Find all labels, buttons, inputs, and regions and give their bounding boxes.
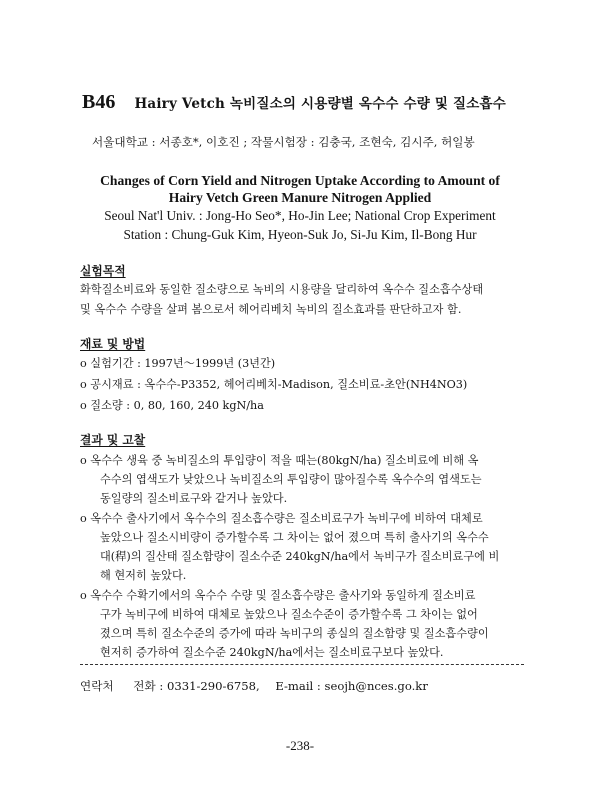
results-line: 수수의 엽색도가 낮았으나 녹비질소의 투입량이 많아질수록 옥수수의 엽색도는 xyxy=(100,473,482,486)
methods-line: o 실험기간 : 1997년～1999년 (3년간) xyxy=(80,357,276,370)
english-title-line-1: Changes of Corn Yield and Nitrogen Uptake According to Amount of xyxy=(100,173,500,188)
abstract-code: B46 xyxy=(82,91,116,113)
objective-line: 화학질소비료와 동일한 질소량으로 녹비의 시용량을 달리하여 옥수수 질소흡수상태 xyxy=(80,283,484,296)
title-row xyxy=(82,91,506,114)
affiliation-line-2: Station : Chung-Guk Kim, Hyeon-Suk Jo, Si-Ju Kim, Il-Bong Hur xyxy=(123,227,477,242)
methods-line: o 공시재료 : 옥수수-P3352, 헤어리베치-Madison, 질소비료-초안(NH4NO3) xyxy=(80,378,468,391)
english-title-line-2: Hairy Vetch Green Manure Nitrogen Applied xyxy=(168,190,432,205)
methods-line: o 질소량 : 0, 80, 160, 240 kgN/ha xyxy=(80,399,264,412)
results-line: o 옥수수 출사기에서 옥수수의 질소흡수량은 질소비료구가 녹비구에 비하여 대체로 xyxy=(80,512,483,525)
contact-label: 연락처 xyxy=(80,679,114,693)
results-line: o 옥수수 생육 중 녹비질소의 투입량이 적을 때는(80kgN/ha) 질소비료에 비해 옥 xyxy=(80,454,479,467)
results-line: 동일량의 질소비료구와 같거나 높았다. xyxy=(100,492,288,505)
abstract-title: Hairy Vetch 녹비질소의 시용량별 옥수수 수량 및 질소흡수 xyxy=(134,96,506,112)
objective-line: 및 옥수수 수량을 살펴 봄으로서 헤어리베치 녹비의 질소효과를 판단하고자 함. xyxy=(80,303,462,316)
objective-heading: 실험목적 xyxy=(80,264,126,278)
results-line: 높았으나 질소시비량이 증가할수록 그 차이는 없어 졌으며 특히 출사기의 옥수수 xyxy=(100,531,489,544)
authors-korean: 서울대학교 : 서종호*, 이호진 ; 작물시험장 : 김충국, 조현숙, 김시주, 허일봉 xyxy=(92,135,475,149)
results-heading: 결과 및 고찰 xyxy=(80,433,146,447)
contact-email[interactable]: E-mail : seojh@nces.go.kr xyxy=(275,679,428,693)
results-line: 해 현저히 높았다. xyxy=(100,569,187,582)
methods-heading: 재료 및 방법 xyxy=(80,337,146,351)
contact-line xyxy=(80,678,440,694)
page-number: -238- xyxy=(285,738,315,753)
results-line: 구가 녹비구에 비하여 대체로 높았으나 질소수준이 증가할수록 그 차이는 없어 xyxy=(100,608,478,621)
footer-divider xyxy=(80,664,524,665)
results-line: o 옥수수 수확기에서의 옥수수 수량 및 질소흡수량은 출사기와 동일하게 질소비료 xyxy=(80,589,476,602)
affiliation-line-1: Seoul Nat'l Univ. : Jong-Ho Seo*, Ho-Jin Lee; National Crop Experiment xyxy=(104,208,496,223)
results-line: 졌으며 특히 질소수준의 증가에 따라 녹비구의 종실의 질소함량 및 질소흡수량이 xyxy=(100,627,489,640)
results-line: 현저히 증가하여 질소수준 240kgN/ha에서는 질소비료구보다 높았다. xyxy=(100,646,444,659)
results-line: 대(稈)의 질산태 질소함량이 질소수준 240kgN/ha에서 녹비구가 질소비료구에 비 xyxy=(100,550,500,563)
contact-phone: 전화 : 0331-290-6758, xyxy=(133,679,260,693)
